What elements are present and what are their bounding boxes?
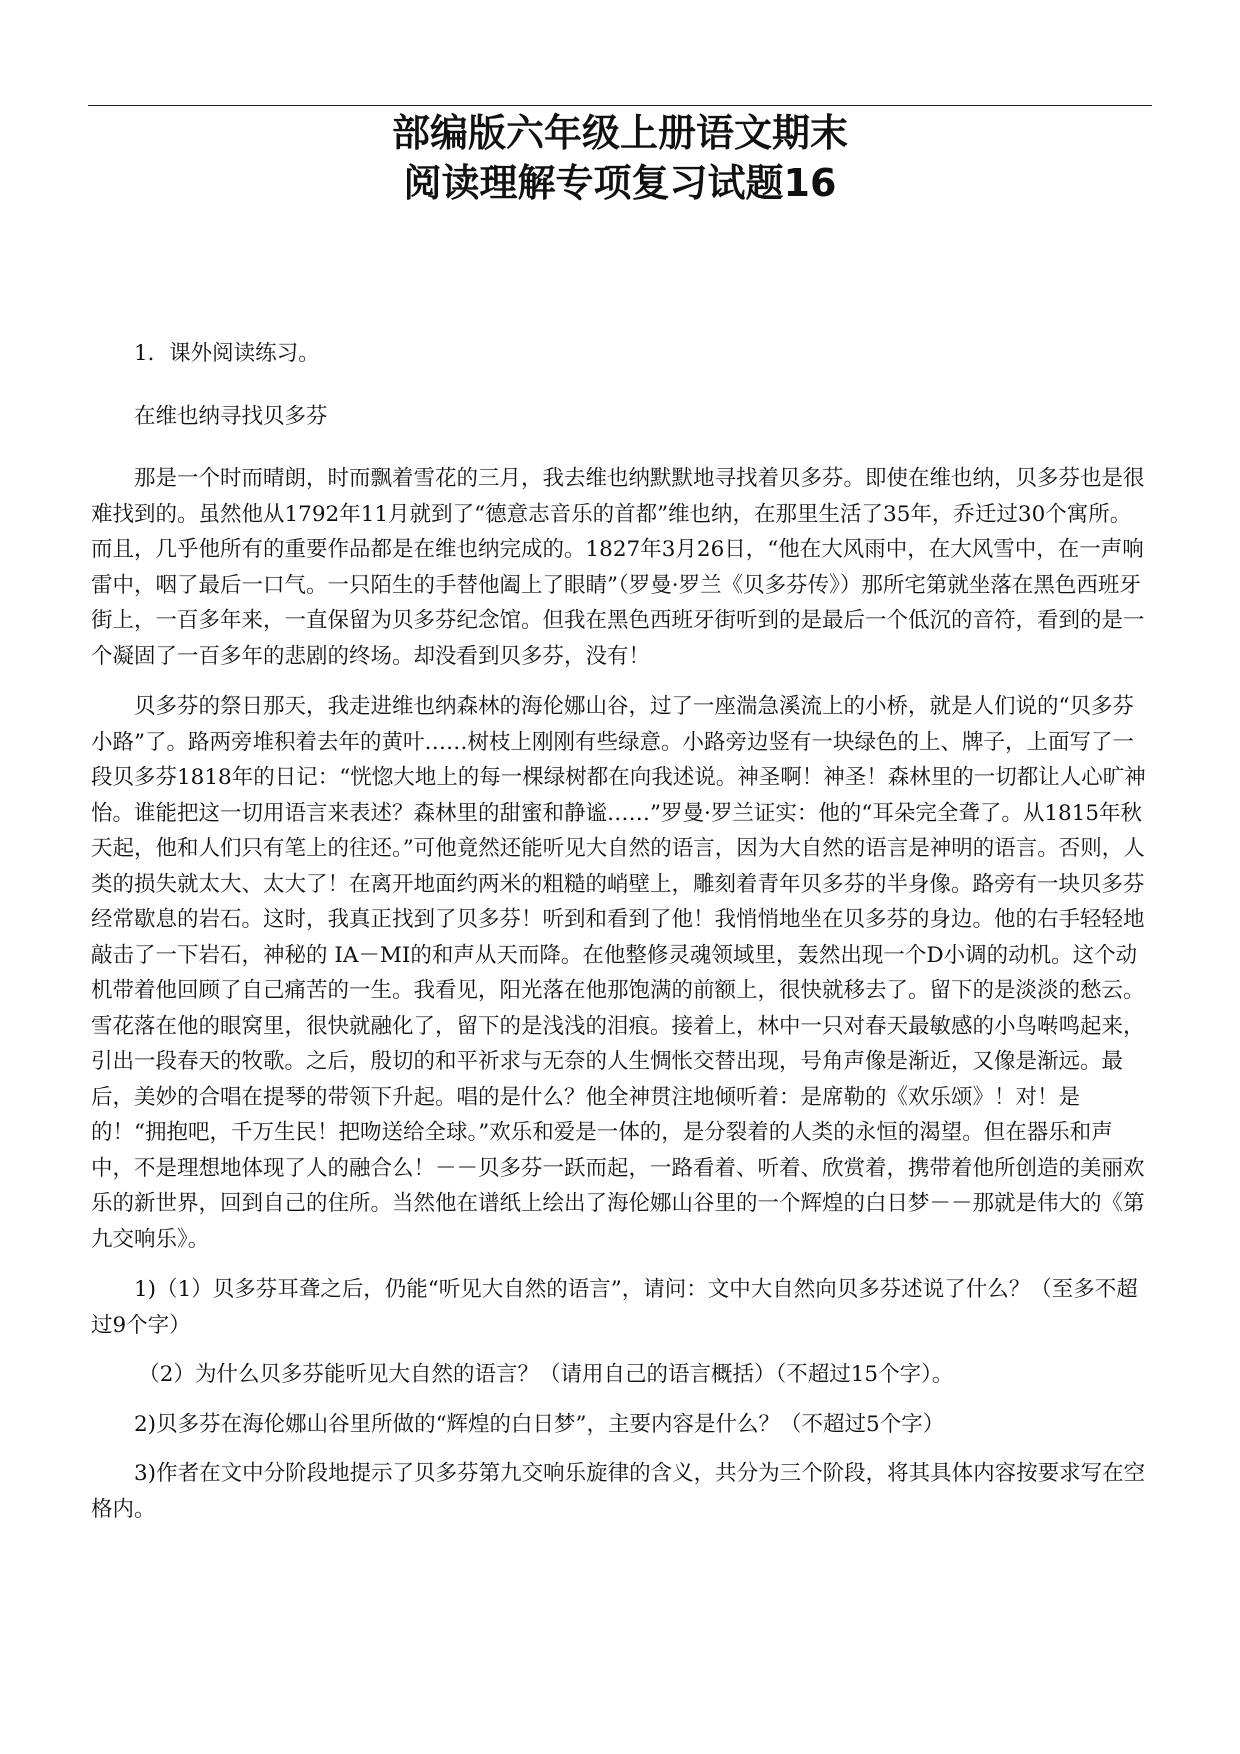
question-heading: 1．课外阅读练习。 [134, 341, 320, 366]
article-title: 在维也纳寻找贝多芬 [134, 403, 328, 429]
header-rule [88, 105, 1152, 106]
question-1-part-1: 1)（1）贝多芬耳聋之后，仍能“听见大自然的语言”，请问：文中大自然向贝多芬述说了什么？（至多不超过9个字） [91, 1277, 1138, 1338]
document-title [88, 108, 1152, 208]
article-paragraph-2: 贝多芬的祭日那天，我走进维也纳森林的海伦娜山谷，过了一座湍急溪流上的小桥，就是人们说的“贝多芬小路”了。路两旁堆积着去年的黄叶……树枝上刚刚有些绿意。小路旁边竖有一块绿色的上、牌子，上面写了一段贝多芬1818年的日记：“恍惚大地上的每一棵绿树都在向我述说。神圣啊！神圣！森林里的一切都让人心旷神怡。谁能把这一切用语言来表述？森林里的甜蜜和静谧……”罗曼·罗兰证实：他的“耳朵完全聋了。从1815年秋天起，他和人们只有笔上的往还。”可他竟然还能听见大自然的语言，因为大自然的语言是神明的语言。否则，人类的损失就太大、太大了！在离开地面约两米的粗糙的峭壁上，雕刻着青年贝多芬的半身像。路旁有一块贝多芬经常歇息的岩石。这时，我真正找到了贝多芬！听到和看到了他！我悄悄地坐在贝多芬的身边。他的右手轻轻地敲击了一下岩石，神秘的 IA－MI的和声从天而降。在他整修灵魂领域里，轰然出现一个D小调的动机。这个动机带着他回顾了自己痛苦的一生。我看见，阳光落在他那饱满的前额上，很快就移去了。留下的是淡淡的愁云。雪花落在他的眼窝里，很快就融化了，留下的是浅浅的泪痕。接着上，林中一只对春天最敏感的小鸟啭鸣起来，引出一段春天的牧歌。之后，殷切的和平祈求与无奈的人生惆怅交替出现，号角声像是渐近，又像是渐远。最后，美妙的合唱在提琴的带领下升起。唱的是什么？他全神贯注地倾听着：是席勒的《欢乐颂》！对！是的！“拥抱吧，千万生民！把吻送给全球。”欢乐和爱是一体的，是分裂着的人类的永恒的渴望。但在器乐和声中，不是理想地体现了人的融合么！－－贝多芬一跃而起，一路看着、听着、欣赏着，携带着他所创造的美丽欢乐的新世界，回到自己的住所。当然他在谱纸上绘出了海伦娜山谷里的一个辉煌的白日梦－－那就是伟大的《第九交响乐》。 [91, 694, 1146, 1252]
title-line-2: 阅读理解专项复习试题16 [403, 161, 837, 205]
article-paragraph-1: 那是一个时而晴朗，时而飘着雪花的三月，我去维也纳默默地寻找着贝多芬。即使在维也纳，贝多芬也是很难找到的。虽然他从1792年11月就到了“德意志音乐的首都”维也纳，在那里生活了35年，乔迁过30个寓所。而且，几乎他所有的重要作品都是在维也纳完成的。1827年3月26日，“他在大风雨中，在大风雪中，在一声响雷中，咽了最后一口气。一只陌生的手替他阖上了眼睛”（罗曼·罗兰《贝多芬传》）那所宅第就坐落在黑色西班牙街上，一百多年来，一直保留为贝多芬纪念馆。但我在黑色西班牙街听到的是最后一个低沉的音符，看到的是一个凝固了一百多年的悲剧的终场。却没看到贝多芬，没有！ [91, 466, 1145, 669]
question-1-part-2: （2）为什么贝多芬能听见大自然的语言？（请用自己的语言概括）（不超过15个字）。 [138, 1362, 954, 1387]
question-2: 2)贝多芬在海伦娜山谷里所做的“辉煌的白日梦”，主要内容是什么？（不超过5个字） [134, 1411, 945, 1437]
document-body [91, 336, 1149, 1527]
question-3: 3)作者在文中分阶段地提示了贝多芬第九交响乐旋律的含义，共分为三个阶段，将其具体内容按要求写在空格内。 [91, 1461, 1146, 1522]
title-line-1: 部编版六年级上册语文期末 [391, 111, 848, 155]
